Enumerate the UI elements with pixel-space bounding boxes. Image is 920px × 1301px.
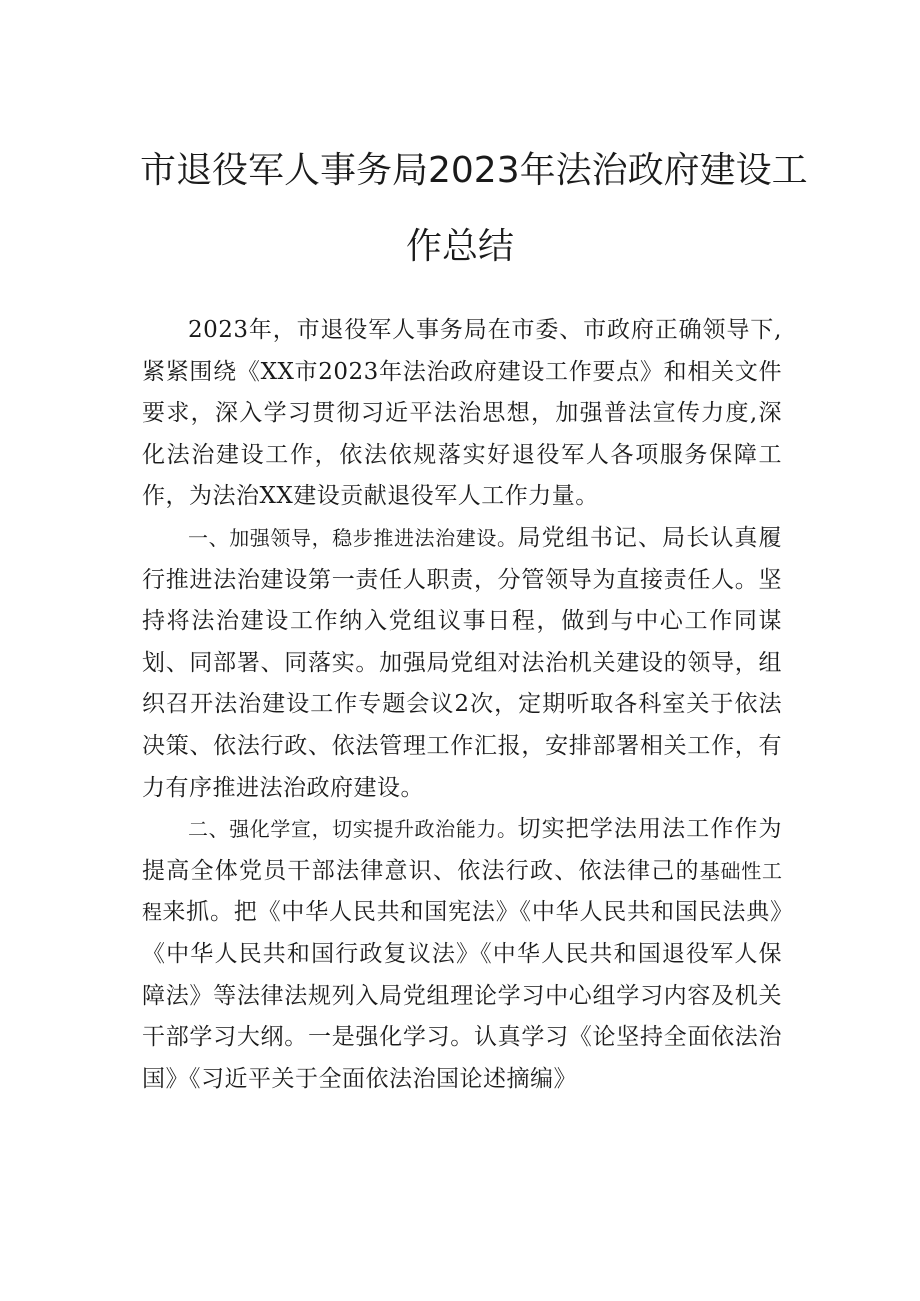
paragraph-text: 来抓。把《中华人民共和国宪法》《中华人民共和国民法典》《中华人民共和国行政复议法》《中华人民共和国退役军人保障法》等法律法规列入局党组理论学习中心组学习内容及机关干部学习大纲。一是强化学习。认真学习《论坚持全面依法治国》《习近平关于全面依法治国论述摘编》 — [142, 899, 783, 1092]
document-title-line-1: 市退役军人事务局2023年法治政府建设工 — [140, 150, 808, 191]
document-title-line-2: 作总结 — [405, 226, 514, 267]
paragraph-section-1 — [142, 518, 782, 809]
paragraph-section-2 — [142, 809, 782, 1100]
section-heading: 二、强化学宣，切实提升政治能力。 — [188, 817, 518, 842]
document-body — [142, 310, 782, 1100]
paragraph-text: 2023年，市退役军人事务局在市委、市政府正确领导下,紧紧围绕《XX市2023年法治政府建设工作要点》和相关文件要求，深入学习贯彻习近平法治思想，加强普法宣传力度,深化法治建设工作，依法依规落实好退役军人各项服务保障工作，为法治XX建设贡献退役军人工作力量。 — [142, 317, 782, 510]
paragraph-intro — [142, 310, 782, 518]
section-heading: 一、加强领导，稳步推进法治建设。 — [188, 525, 518, 550]
emphasis-text: 基础性工程 — [142, 858, 782, 925]
paragraph-text: 切实把学法用法工作作为提高全体党员干部法律意识、依法行政、依法律己的 — [142, 816, 783, 884]
paragraph-text: 局党组书记、局长认真履行推进法治建设第一责任人职责，分管领导为直接责任人。坚持将法治建设工作纳入党组议事日程，做到与中心工作同谋划、同部署、同落实。加强局党组对法治机关建设的领导，组织召开法治建设工作专题会议2次，定期听取各科室关于依法决策、依法行政、依法管理工作汇报，安排部署相关工作，有力有序推进法治政府建设。 — [142, 524, 783, 801]
